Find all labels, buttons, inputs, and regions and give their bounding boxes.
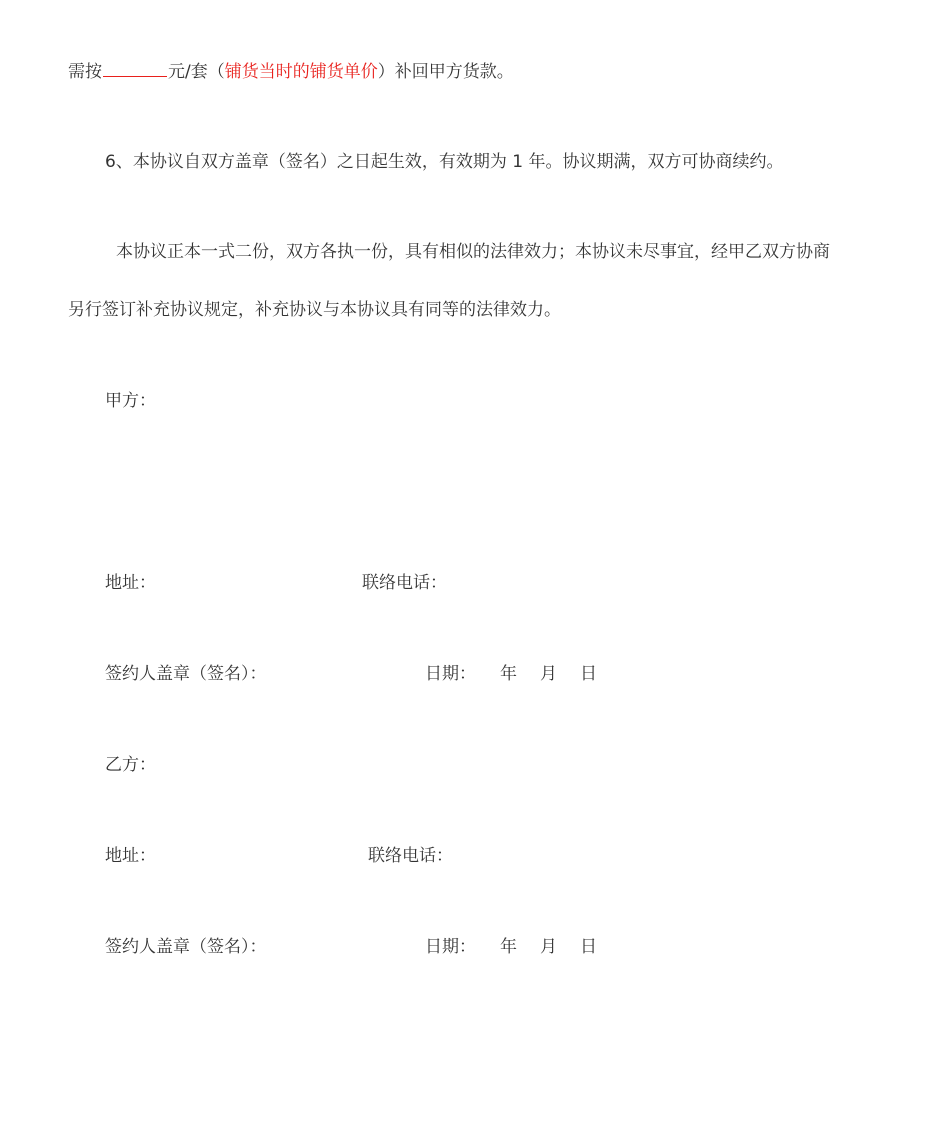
party-a-month: 月 xyxy=(540,664,557,684)
clause-tail-suffix: ）补回甲方货款。 xyxy=(377,62,514,82)
clause-tail-red-note: 铺货当时的铺货单价 xyxy=(224,62,378,82)
party-a-phone-label: 联络电话： xyxy=(362,573,447,593)
party-a-label: 甲方： xyxy=(105,391,156,411)
party-b-date-label: 日期： xyxy=(425,937,476,957)
copies-paragraph-line-1: 本协议正本一式二份，双方各执一份，具有相似的法律效力；本协议未尽事宜，经甲乙双方协商 xyxy=(116,242,830,262)
party-a-year: 年 xyxy=(500,664,517,684)
party-b-signer-label: 签约人盖章（签名）： xyxy=(105,937,267,957)
price-blank xyxy=(103,60,167,77)
clause-6: 6、本协议自双方盖章（签名）之日起生效，有效期为 1 年。协议期满，双方可协商续约。 xyxy=(105,152,784,172)
party-b-phone-label: 联络电话： xyxy=(368,846,453,866)
party-a-day: 日 xyxy=(580,664,597,684)
clause-tail-line xyxy=(68,60,514,84)
party-a-signer-label: 签约人盖章（签名）： xyxy=(105,664,267,684)
party-b-address-label: 地址： xyxy=(105,846,156,866)
clause-tail-prefix: 需按 xyxy=(68,62,102,82)
clause-tail-unit: 元/套（ xyxy=(168,62,225,82)
party-a-address-label: 地址： xyxy=(105,573,156,593)
party-b-month: 月 xyxy=(540,937,557,957)
party-a-date-label: 日期： xyxy=(425,664,476,684)
party-b-day: 日 xyxy=(580,937,597,957)
party-b-label: 乙方： xyxy=(105,755,156,775)
party-b-year: 年 xyxy=(500,937,517,957)
copies-paragraph-line-2: 另行签订补充协议规定，补充协议与本协议具有同等的法律效力。 xyxy=(68,300,561,320)
